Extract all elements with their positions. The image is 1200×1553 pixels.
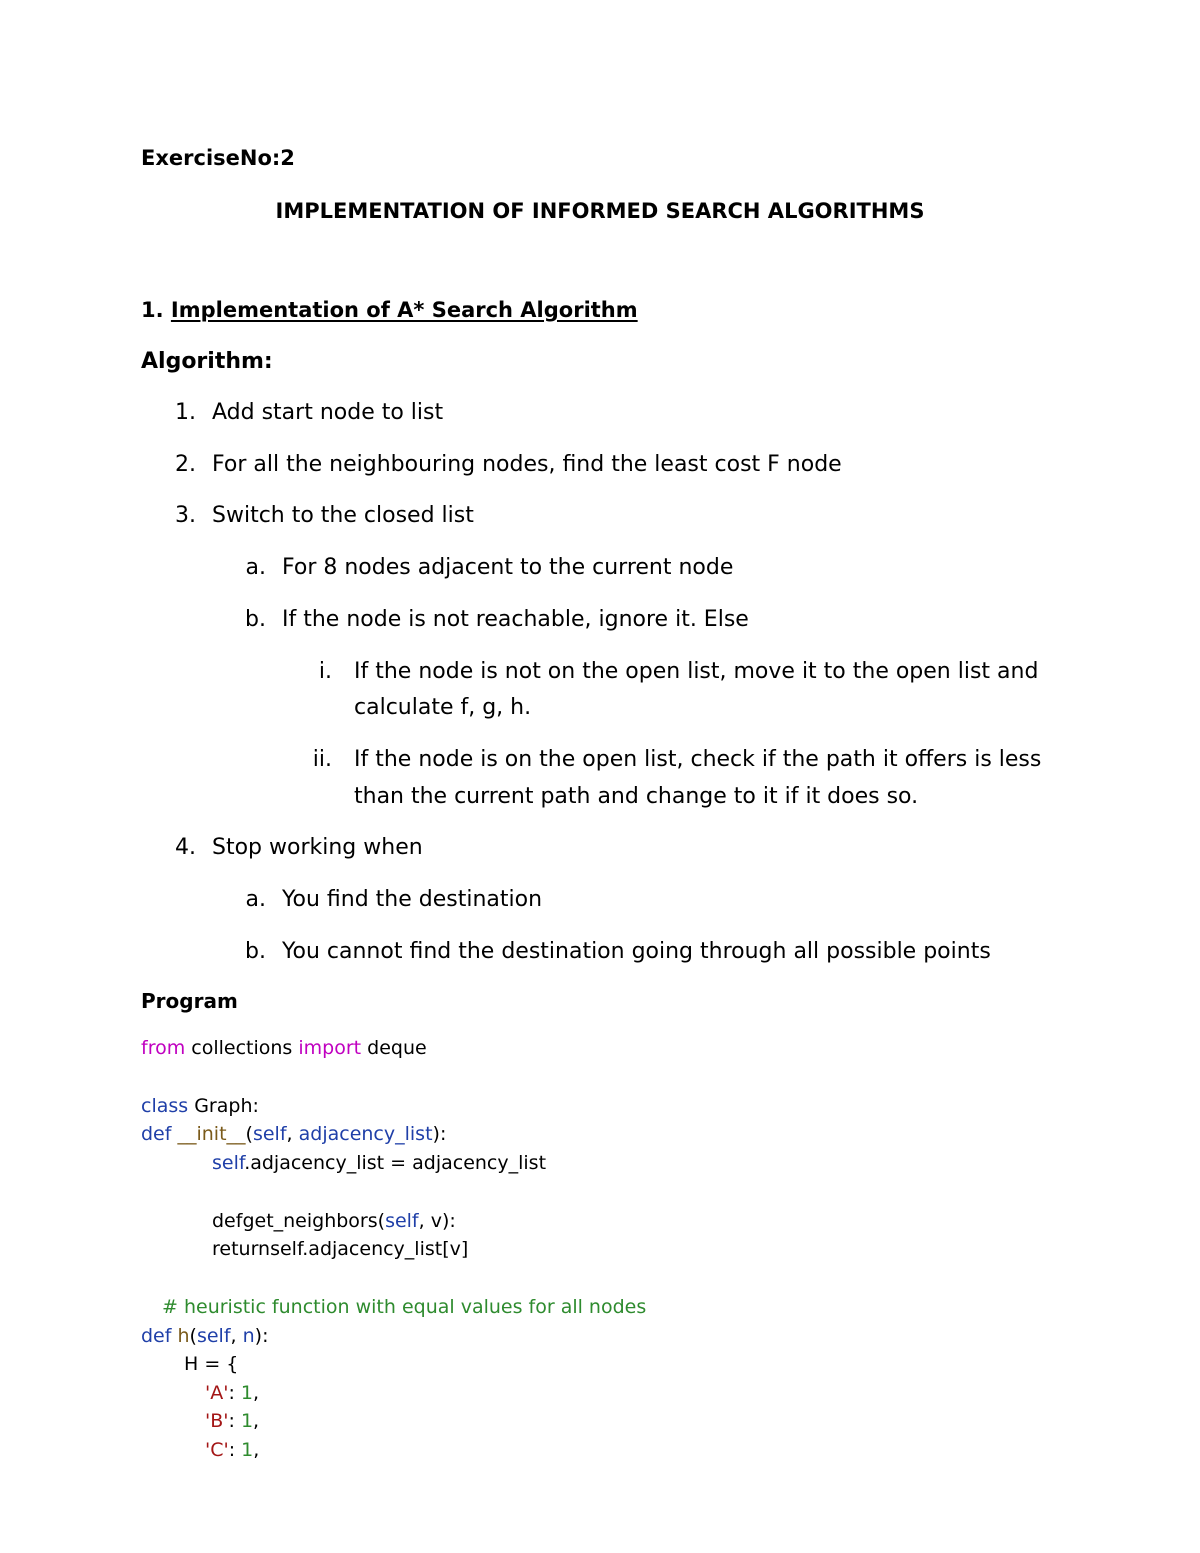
- code-token: .adjacency_list = adjacency_list: [244, 1152, 547, 1174]
- list-text-continued: than the current path and change to it if it does so.: [354, 784, 919, 809]
- code-token: class: [141, 1095, 189, 1117]
- code-comment: # heuristic function with equal values for all nodes: [162, 1296, 647, 1318]
- list-marker: 1.: [175, 400, 196, 425]
- code-line: [141, 1325, 268, 1347]
- code-token: h: [177, 1325, 190, 1347]
- list-marker: 2.: [175, 452, 196, 477]
- code-token: self: [196, 1325, 231, 1347]
- code-line: [212, 1152, 546, 1174]
- code-line: [205, 1410, 259, 1432]
- code-token: defget_neighbors(: [212, 1210, 386, 1232]
- code-token: ):: [254, 1325, 269, 1347]
- code-token: (: [245, 1123, 253, 1145]
- code-token: 1: [241, 1439, 254, 1461]
- list-text-continued: calculate f, g, h.: [354, 695, 532, 720]
- code-token: self: [252, 1123, 287, 1145]
- code-token: 1: [240, 1382, 253, 1404]
- code-token: adjacency_list: [298, 1123, 433, 1145]
- code-token: :: [228, 1410, 241, 1432]
- code-token: __init__: [177, 1123, 246, 1145]
- code-token: self: [212, 1152, 245, 1174]
- code-line: [205, 1382, 259, 1404]
- list-marker: i.: [318, 659, 332, 684]
- code-token: self: [385, 1210, 419, 1232]
- list-text: You find the destination: [282, 887, 543, 912]
- code-token: def: [141, 1123, 178, 1145]
- code-line: [205, 1439, 259, 1461]
- exercise-number: ExerciseNo:2: [141, 146, 295, 170]
- code-line: [141, 1123, 446, 1145]
- code-token: ,: [286, 1123, 299, 1145]
- code-token: ,: [253, 1439, 260, 1461]
- code-token: :: [228, 1439, 242, 1461]
- code-line: [212, 1210, 456, 1232]
- code-token: ,: [253, 1382, 260, 1404]
- code-line: [141, 1095, 259, 1117]
- code-token: (: [189, 1325, 197, 1347]
- code-token: collections: [185, 1037, 299, 1059]
- code-line: [184, 1353, 238, 1375]
- list-text: Switch to the closed list: [212, 503, 474, 528]
- code-line: [212, 1238, 468, 1260]
- code-token: import: [298, 1037, 362, 1059]
- code-token: 'A': [205, 1382, 229, 1404]
- code-token: ,: [230, 1325, 243, 1347]
- code-token: Graph:: [188, 1095, 259, 1117]
- list-text: You cannot find the destination going through all possible points: [282, 939, 991, 964]
- code-token: 1: [240, 1410, 254, 1432]
- list-marker: 4.: [175, 835, 196, 860]
- code-token: deque: [361, 1037, 427, 1059]
- list-text: If the node is not reachable, ignore it. Else: [282, 607, 749, 632]
- section-title: Implementation of A* Search Algorithm: [170, 298, 638, 322]
- section-heading: [141, 298, 638, 322]
- list-text: If the node is on the open list, check if the path it offers is less: [354, 747, 1042, 772]
- code-token: returnself.adjacency_list[v]: [212, 1238, 469, 1260]
- code-token: ):: [432, 1123, 447, 1145]
- program-heading: Program: [141, 989, 238, 1013]
- list-text: If the node is not on the open list, move it to the open list and: [354, 659, 1039, 684]
- list-text: Stop working when: [212, 835, 423, 860]
- code-token: n: [242, 1325, 255, 1347]
- code-token: , v):: [418, 1210, 456, 1232]
- code-token: :: [228, 1382, 241, 1404]
- list-marker: a.: [245, 887, 266, 912]
- code-token: def: [141, 1325, 178, 1347]
- list-marker: ii.: [312, 747, 332, 772]
- list-marker: b.: [245, 607, 266, 632]
- code-token: from: [141, 1037, 186, 1059]
- section-number: 1.: [141, 298, 164, 322]
- code-line: [141, 1037, 427, 1059]
- code-token: ,: [253, 1410, 260, 1432]
- code-token: H = {: [184, 1353, 239, 1375]
- page-title: IMPLEMENTATION OF INFORMED SEARCH ALGORITHMS: [275, 199, 925, 223]
- list-text: For 8 nodes adjacent to the current node: [282, 555, 734, 580]
- algorithm-heading: Algorithm:: [141, 349, 273, 374]
- list-text: For all the neighbouring nodes, find the least cost F node: [212, 452, 842, 477]
- code-token: 'B': [205, 1410, 229, 1432]
- code-token: 'C': [205, 1439, 229, 1461]
- list-marker: 3.: [175, 503, 196, 528]
- list-marker: a.: [245, 555, 266, 580]
- list-marker: b.: [245, 939, 266, 964]
- list-text: Add start node to list: [212, 400, 444, 425]
